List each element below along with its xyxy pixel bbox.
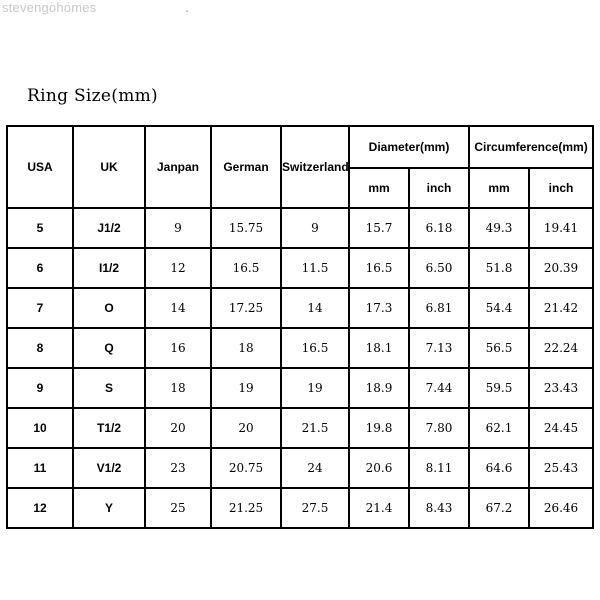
header-circumference: Circumference(mm) (469, 126, 593, 168)
cell-diameter-inch: 6.50 (409, 248, 469, 288)
cell-diameter-mm: 15.7 (349, 208, 409, 248)
cell-uk: S (73, 368, 145, 408)
header-row (7, 126, 593, 168)
cell-switzerland: 27.5 (281, 488, 349, 528)
cell-german: 15.75 (211, 208, 281, 248)
cell-diameter-inch: 7.44 (409, 368, 469, 408)
header-uk: UK (73, 126, 145, 208)
cell-diameter-mm: 18.1 (349, 328, 409, 368)
cell-usa: 7 (7, 288, 73, 328)
cell-diameter-inch: 7.13 (409, 328, 469, 368)
cell-uk: J1/2 (73, 208, 145, 248)
cell-german: 17.25 (211, 288, 281, 328)
cell-german: 21.25 (211, 488, 281, 528)
cell-japan: 23 (145, 448, 211, 488)
cell-circumference-inch: 19.41 (529, 208, 593, 248)
subheader-circumference-inch: inch (529, 168, 593, 208)
cell-circumference-inch: 26.46 (529, 488, 593, 528)
cell-usa: 5 (7, 208, 73, 248)
header-switzerland: Switzerland (281, 126, 349, 208)
cell-circumference-inch: 23.43 (529, 368, 593, 408)
table-row (7, 488, 593, 528)
cell-german: 18 (211, 328, 281, 368)
cell-circumference-inch: 20.39 (529, 248, 593, 288)
cell-diameter-mm: 21.4 (349, 488, 409, 528)
cell-switzerland: 16.5 (281, 328, 349, 368)
cell-diameter-mm: 20.6 (349, 448, 409, 488)
table-row (7, 288, 593, 328)
subheader-diameter-inch: inch (409, 168, 469, 208)
cell-switzerland: 21.5 (281, 408, 349, 448)
cell-switzerland: 24 (281, 448, 349, 488)
cell-diameter-inch: 6.18 (409, 208, 469, 248)
cell-german: 20.75 (211, 448, 281, 488)
stray-dot (186, 10, 188, 12)
cell-circumference-mm: 56.5 (469, 328, 529, 368)
cell-diameter-mm: 19.8 (349, 408, 409, 448)
cell-diameter-inch: 8.43 (409, 488, 469, 528)
cell-uk: T1/2 (73, 408, 145, 448)
cell-circumference-inch: 22.24 (529, 328, 593, 368)
ring-size-table (6, 125, 594, 529)
cell-circumference-mm: 64.6 (469, 448, 529, 488)
table-row (7, 328, 593, 368)
cell-usa: 6 (7, 248, 73, 288)
cell-usa: 9 (7, 368, 73, 408)
cell-diameter-mm: 16.5 (349, 248, 409, 288)
cell-usa: 8 (7, 328, 73, 368)
table-row (7, 248, 593, 288)
subheader-circumference-mm: mm (469, 168, 529, 208)
cell-circumference-mm: 59.5 (469, 368, 529, 408)
cell-uk: Q (73, 328, 145, 368)
cell-japan: 25 (145, 488, 211, 528)
cell-japan: 20 (145, 408, 211, 448)
header-japan: Janpan (145, 126, 211, 208)
table-row (7, 448, 593, 488)
cell-german: 19 (211, 368, 281, 408)
cell-diameter-inch: 8.11 (409, 448, 469, 488)
cell-japan: 9 (145, 208, 211, 248)
cell-japan: 14 (145, 288, 211, 328)
cell-diameter-inch: 7.80 (409, 408, 469, 448)
cell-usa: 10 (7, 408, 73, 448)
cell-switzerland: 14 (281, 288, 349, 328)
cell-usa: 12 (7, 488, 73, 528)
page-title: Ring Size(mm) (27, 86, 158, 106)
cell-uk: I1/2 (73, 248, 145, 288)
cell-uk: O (73, 288, 145, 328)
watermark-text: stevengohomes (2, 0, 97, 15)
subheader-diameter-mm: mm (349, 168, 409, 208)
cell-japan: 12 (145, 248, 211, 288)
header-german: German (211, 126, 281, 208)
cell-switzerland: 11.5 (281, 248, 349, 288)
cell-diameter-mm: 18.9 (349, 368, 409, 408)
cell-switzerland: 9 (281, 208, 349, 248)
cell-circumference-inch: 25.43 (529, 448, 593, 488)
cell-circumference-inch: 24.45 (529, 408, 593, 448)
cell-uk: Y (73, 488, 145, 528)
cell-german: 20 (211, 408, 281, 448)
table-row (7, 208, 593, 248)
cell-diameter-mm: 17.3 (349, 288, 409, 328)
table-row (7, 368, 593, 408)
header-diameter: Diameter(mm) (349, 126, 469, 168)
cell-usa: 11 (7, 448, 73, 488)
cell-japan: 18 (145, 368, 211, 408)
cell-german: 16.5 (211, 248, 281, 288)
cell-switzerland: 19 (281, 368, 349, 408)
cell-circumference-mm: 62.1 (469, 408, 529, 448)
cell-circumference-mm: 51.8 (469, 248, 529, 288)
header-usa: USA (7, 126, 73, 208)
cell-japan: 16 (145, 328, 211, 368)
cell-diameter-inch: 6.81 (409, 288, 469, 328)
cell-circumference-mm: 54.4 (469, 288, 529, 328)
cell-circumference-mm: 67.2 (469, 488, 529, 528)
cell-circumference-inch: 21.42 (529, 288, 593, 328)
table-row (7, 408, 593, 448)
cell-uk: V1/2 (73, 448, 145, 488)
cell-circumference-mm: 49.3 (469, 208, 529, 248)
